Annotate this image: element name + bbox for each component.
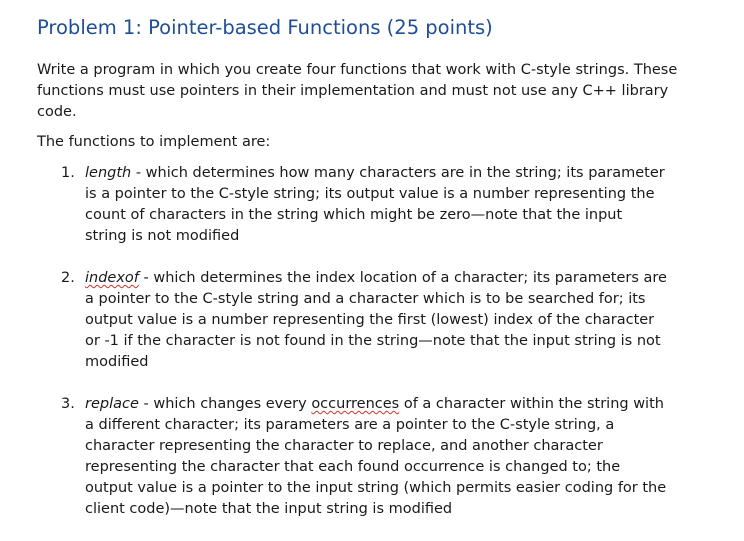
function-name: length — [85, 165, 132, 181]
list-item-text — [85, 163, 667, 247]
function-name: replace — [85, 396, 139, 412]
function-description: - which determines how many characters are in the string; its parameter is a pointer to the C-style string; its output value is a number representing the count of characters in the string which might be zero—note that the input string is not modified — [85, 165, 665, 244]
list-item-number: 2. — [61, 270, 75, 286]
list-item-text — [85, 268, 667, 373]
list-item-text — [85, 394, 667, 520]
list-item-number: 1. — [61, 165, 75, 181]
function-list — [0, 163, 744, 541]
list-item — [0, 268, 744, 373]
intro-paragraph: Write a program in which you create four functions that work with C-style strings. These functions must use pointers in their implementation and must not use any C++ library code. — [37, 62, 678, 120]
list-item-number: 3. — [61, 396, 75, 412]
list-item — [0, 163, 744, 247]
function-description-end: of a character within the string with a different character; its parameters are a pointer to the C-style string, a character representing the character to replace, and another character representing the character that each found occurrence is changed to; the output value is a pointer to the input string (which permits easier coding for the client code)—note that the input string is modified — [85, 396, 667, 517]
problem-title: Problem 1: Pointer-based Functions (25 points) — [37, 16, 493, 39]
spellcheck-flagged-word: occurrences — [311, 396, 400, 412]
function-description: - which determines the index location of a character; its parameters are a pointer to the C-style string and a character which is to be searched for; its output value is a number representing the first (lowest) index of the character or -1 if the character is not found in the string—note that the input string is not modified — [85, 270, 667, 370]
function-description-start: - which changes every — [138, 396, 312, 412]
list-lead-in: The functions to implement are: — [37, 134, 271, 150]
function-name: indexof — [85, 270, 139, 286]
list-item — [0, 394, 744, 520]
